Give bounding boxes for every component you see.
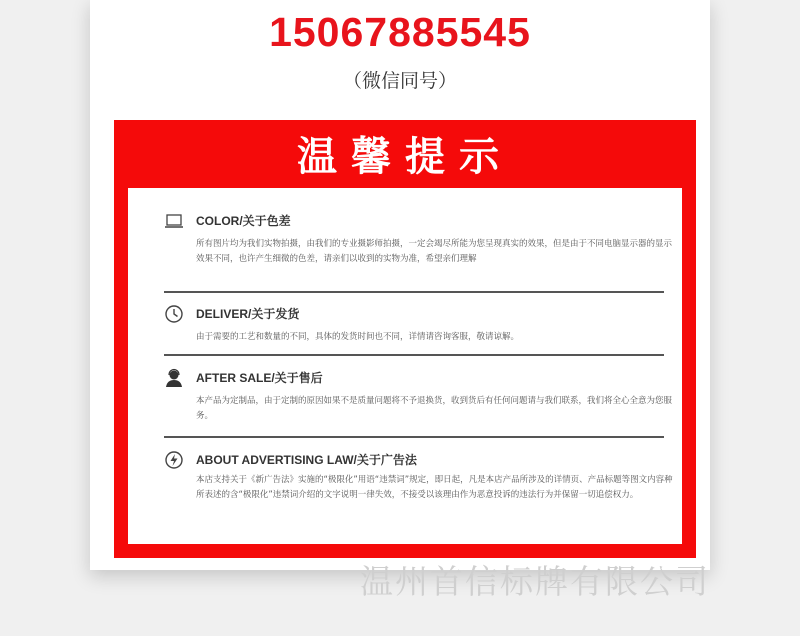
clock-icon [164, 304, 184, 324]
company-watermark: 温州首信标牌有限公司 [360, 562, 710, 601]
lightning-icon [164, 450, 184, 470]
section-title: AFTER SALE/关于售后 [196, 371, 323, 385]
wechat-note: （微信同号） [342, 70, 457, 92]
notice-card [90, 0, 710, 570]
notice-content [128, 188, 682, 544]
section-body: 由于需要的工艺和数量的不同，具体的发货时间也不同，详情请咨询客服，敬请谅解。 [196, 332, 520, 342]
divider [164, 436, 664, 438]
section-color [164, 211, 673, 266]
divider [164, 354, 664, 356]
notice-title: 温馨提示 [297, 134, 513, 180]
section-body: 所有图片均为我们实物拍摄，由我们的专业摄影师拍摄，一定会竭尽所能为您呈现真实的效果，但是由于不同电脑显示器的显示效果不同，也许产生细微的色差，请亲们以收到的实物为准，希望亲们理解 [196, 239, 673, 264]
customer-service-icon [164, 368, 184, 388]
section-deliver [164, 304, 664, 345]
notice-frame [114, 120, 696, 558]
section-after-sale [164, 368, 673, 423]
section-title: ABOUT ADVERTISING LAW/关于广告法 [196, 453, 417, 467]
section-title: COLOR/关于色差 [196, 214, 291, 228]
section-advertising-law [164, 450, 673, 502]
phone-number: 15067885545 [269, 9, 531, 55]
section-title: DELIVER/关于发货 [196, 307, 300, 321]
section-body: 本店支持关于《新广告法》实施的“极限化”用语“违禁词”规定，即日起，凡是本店产品所涉及的详情页、产品标题等图文内容种所表述的含“极限化”违禁词介绍的文字说明一律失效，不接受以该理由作为恶意投诉的违法行为并保留一切追偿权力。 [196, 475, 673, 500]
section-body: 本产品为定制品，由于定制的原因如果不是质量问题将不予退换货，收到货后有任何问题请与我们联系，我们将全心全意为您服务。 [196, 396, 673, 421]
divider [164, 291, 664, 293]
laptop-icon [164, 211, 184, 231]
